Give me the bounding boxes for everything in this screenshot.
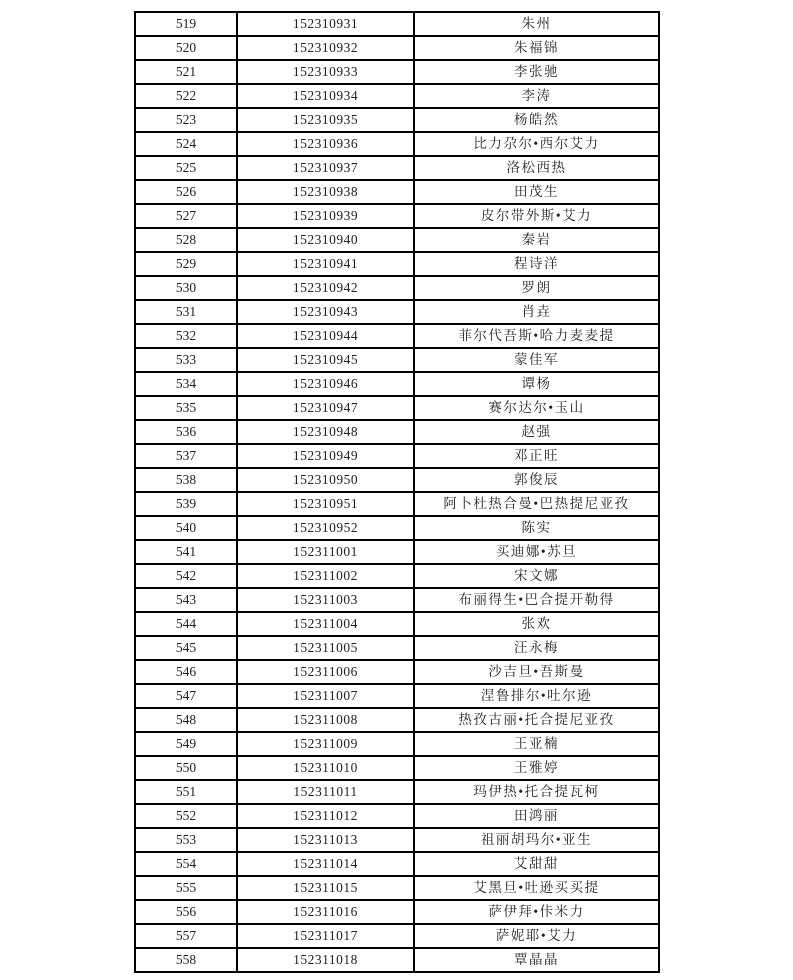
cell-serial-number: 519 [135, 12, 237, 36]
cell-serial-number: 526 [135, 180, 237, 204]
cell-student-id: 152310943 [237, 300, 414, 324]
cell-serial-number: 558 [135, 948, 237, 972]
cell-student-name: 热孜古丽•托合提尼亚孜 [414, 708, 659, 732]
table-row [135, 420, 659, 444]
cell-student-id: 152310951 [237, 492, 414, 516]
cell-student-id: 152310938 [237, 180, 414, 204]
table-row [135, 612, 659, 636]
cell-student-name: 宋文娜 [414, 564, 659, 588]
cell-student-name: 王雅婷 [414, 756, 659, 780]
table-row [135, 492, 659, 516]
cell-student-name: 赛尔达尔•玉山 [414, 396, 659, 420]
table-row [135, 132, 659, 156]
cell-student-id: 152310939 [237, 204, 414, 228]
cell-student-id: 152311013 [237, 828, 414, 852]
cell-student-id: 152311016 [237, 900, 414, 924]
cell-student-name: 买迪娜•苏旦 [414, 540, 659, 564]
cell-serial-number: 538 [135, 468, 237, 492]
cell-student-name: 涅鲁排尔•吐尔逊 [414, 684, 659, 708]
cell-student-id: 152311007 [237, 684, 414, 708]
cell-student-name: 李张驰 [414, 60, 659, 84]
cell-student-id: 152310942 [237, 276, 414, 300]
cell-serial-number: 523 [135, 108, 237, 132]
cell-serial-number: 542 [135, 564, 237, 588]
table-row [135, 756, 659, 780]
cell-student-id: 152310941 [237, 252, 414, 276]
cell-student-name: 罗朗 [414, 276, 659, 300]
cell-serial-number: 522 [135, 84, 237, 108]
table-row [135, 948, 659, 972]
cell-serial-number: 553 [135, 828, 237, 852]
table-row [135, 204, 659, 228]
cell-student-id: 152310934 [237, 84, 414, 108]
cell-student-name: 皮尔带外斯•艾力 [414, 204, 659, 228]
cell-student-name: 艾黑旦•吐逊买买提 [414, 876, 659, 900]
cell-serial-number: 551 [135, 780, 237, 804]
roster-body [135, 12, 659, 972]
cell-serial-number: 557 [135, 924, 237, 948]
cell-serial-number: 533 [135, 348, 237, 372]
table-row [135, 444, 659, 468]
cell-serial-number: 530 [135, 276, 237, 300]
cell-student-id: 152311003 [237, 588, 414, 612]
cell-student-id: 152310950 [237, 468, 414, 492]
cell-student-id: 152311012 [237, 804, 414, 828]
cell-serial-number: 541 [135, 540, 237, 564]
cell-serial-number: 531 [135, 300, 237, 324]
cell-student-id: 152310944 [237, 324, 414, 348]
table-row [135, 852, 659, 876]
table-row [135, 324, 659, 348]
cell-student-name: 王亚楠 [414, 732, 659, 756]
cell-serial-number: 520 [135, 36, 237, 60]
cell-student-name: 沙吉旦•吾斯曼 [414, 660, 659, 684]
cell-student-name: 蒙佳军 [414, 348, 659, 372]
cell-student-id: 152311008 [237, 708, 414, 732]
cell-student-id: 152311006 [237, 660, 414, 684]
cell-serial-number: 546 [135, 660, 237, 684]
cell-student-id: 152310949 [237, 444, 414, 468]
table-row [135, 36, 659, 60]
table-row [135, 276, 659, 300]
cell-serial-number: 528 [135, 228, 237, 252]
cell-student-id: 152311011 [237, 780, 414, 804]
cell-student-id: 152311002 [237, 564, 414, 588]
cell-serial-number: 537 [135, 444, 237, 468]
table-row [135, 228, 659, 252]
cell-serial-number: 543 [135, 588, 237, 612]
cell-serial-number: 535 [135, 396, 237, 420]
cell-student-id: 152310931 [237, 12, 414, 36]
table-row [135, 876, 659, 900]
cell-student-name: 玛伊热•托合提瓦柯 [414, 780, 659, 804]
cell-serial-number: 556 [135, 900, 237, 924]
table-row [135, 156, 659, 180]
cell-serial-number: 549 [135, 732, 237, 756]
cell-student-id: 152310940 [237, 228, 414, 252]
cell-student-name: 田茂生 [414, 180, 659, 204]
cell-serial-number: 529 [135, 252, 237, 276]
cell-student-id: 152310935 [237, 108, 414, 132]
cell-student-id: 152310945 [237, 348, 414, 372]
cell-serial-number: 532 [135, 324, 237, 348]
cell-serial-number: 550 [135, 756, 237, 780]
cell-student-name: 肖垚 [414, 300, 659, 324]
cell-student-id: 152311009 [237, 732, 414, 756]
cell-student-id: 152311018 [237, 948, 414, 972]
table-row [135, 732, 659, 756]
cell-student-name: 赵强 [414, 420, 659, 444]
table-row [135, 780, 659, 804]
cell-student-name: 汪永梅 [414, 636, 659, 660]
cell-serial-number: 539 [135, 492, 237, 516]
cell-student-id: 152310933 [237, 60, 414, 84]
table-row [135, 684, 659, 708]
cell-student-name: 朱州 [414, 12, 659, 36]
table-row [135, 348, 659, 372]
cell-serial-number: 552 [135, 804, 237, 828]
cell-serial-number: 527 [135, 204, 237, 228]
table-row [135, 396, 659, 420]
cell-student-id: 152310936 [237, 132, 414, 156]
cell-serial-number: 547 [135, 684, 237, 708]
cell-student-name: 张欢 [414, 612, 659, 636]
cell-student-id: 152310937 [237, 156, 414, 180]
table-row [135, 84, 659, 108]
cell-student-name: 邓正旺 [414, 444, 659, 468]
cell-student-id: 152310948 [237, 420, 414, 444]
table-row [135, 468, 659, 492]
cell-student-name: 李涛 [414, 84, 659, 108]
table-row [135, 108, 659, 132]
cell-student-id: 152310947 [237, 396, 414, 420]
cell-student-name: 洛松西热 [414, 156, 659, 180]
cell-student-name: 郭俊辰 [414, 468, 659, 492]
table-row [135, 372, 659, 396]
cell-student-name: 覃晶晶 [414, 948, 659, 972]
cell-student-name: 秦岩 [414, 228, 659, 252]
table-row [135, 900, 659, 924]
table-row [135, 180, 659, 204]
table-row [135, 516, 659, 540]
table-row [135, 660, 659, 684]
cell-serial-number: 554 [135, 852, 237, 876]
cell-student-name: 布丽得生•巴合提开勒得 [414, 588, 659, 612]
table-row [135, 708, 659, 732]
cell-student-name: 朱福锦 [414, 36, 659, 60]
cell-student-name: 菲尔代吾斯•哈力麦麦提 [414, 324, 659, 348]
cell-student-name: 祖丽胡玛尔•亚生 [414, 828, 659, 852]
table-row [135, 564, 659, 588]
cell-student-id: 152311001 [237, 540, 414, 564]
cell-serial-number: 534 [135, 372, 237, 396]
cell-student-id: 152311004 [237, 612, 414, 636]
table-row [135, 588, 659, 612]
cell-student-name: 比力尕尔•西尔艾力 [414, 132, 659, 156]
cell-student-id: 152310952 [237, 516, 414, 540]
table-row [135, 300, 659, 324]
cell-student-id: 152311015 [237, 876, 414, 900]
table-row [135, 540, 659, 564]
cell-serial-number: 544 [135, 612, 237, 636]
cell-serial-number: 521 [135, 60, 237, 84]
cell-student-name: 萨伊拜•佧米力 [414, 900, 659, 924]
cell-student-name: 阿卜杜热合曼•巴热提尼亚孜 [414, 492, 659, 516]
cell-student-id: 152311005 [237, 636, 414, 660]
table-row [135, 252, 659, 276]
table-row [135, 12, 659, 36]
cell-student-name: 陈实 [414, 516, 659, 540]
cell-student-id: 152310946 [237, 372, 414, 396]
cell-student-name: 艾甜甜 [414, 852, 659, 876]
cell-student-id: 152311014 [237, 852, 414, 876]
cell-serial-number: 536 [135, 420, 237, 444]
cell-student-name: 萨妮耶•艾力 [414, 924, 659, 948]
table-row [135, 804, 659, 828]
student-roster-table [134, 11, 660, 973]
cell-serial-number: 548 [135, 708, 237, 732]
cell-student-id: 152310932 [237, 36, 414, 60]
cell-student-name: 田鸿丽 [414, 804, 659, 828]
cell-serial-number: 555 [135, 876, 237, 900]
cell-student-id: 152311017 [237, 924, 414, 948]
cell-student-name: 谭杨 [414, 372, 659, 396]
cell-student-name: 杨皓然 [414, 108, 659, 132]
cell-student-id: 152311010 [237, 756, 414, 780]
cell-serial-number: 524 [135, 132, 237, 156]
cell-serial-number: 545 [135, 636, 237, 660]
table-row [135, 60, 659, 84]
cell-student-name: 程诗洋 [414, 252, 659, 276]
cell-serial-number: 540 [135, 516, 237, 540]
table-row [135, 636, 659, 660]
table-row [135, 828, 659, 852]
table-row [135, 924, 659, 948]
cell-serial-number: 525 [135, 156, 237, 180]
